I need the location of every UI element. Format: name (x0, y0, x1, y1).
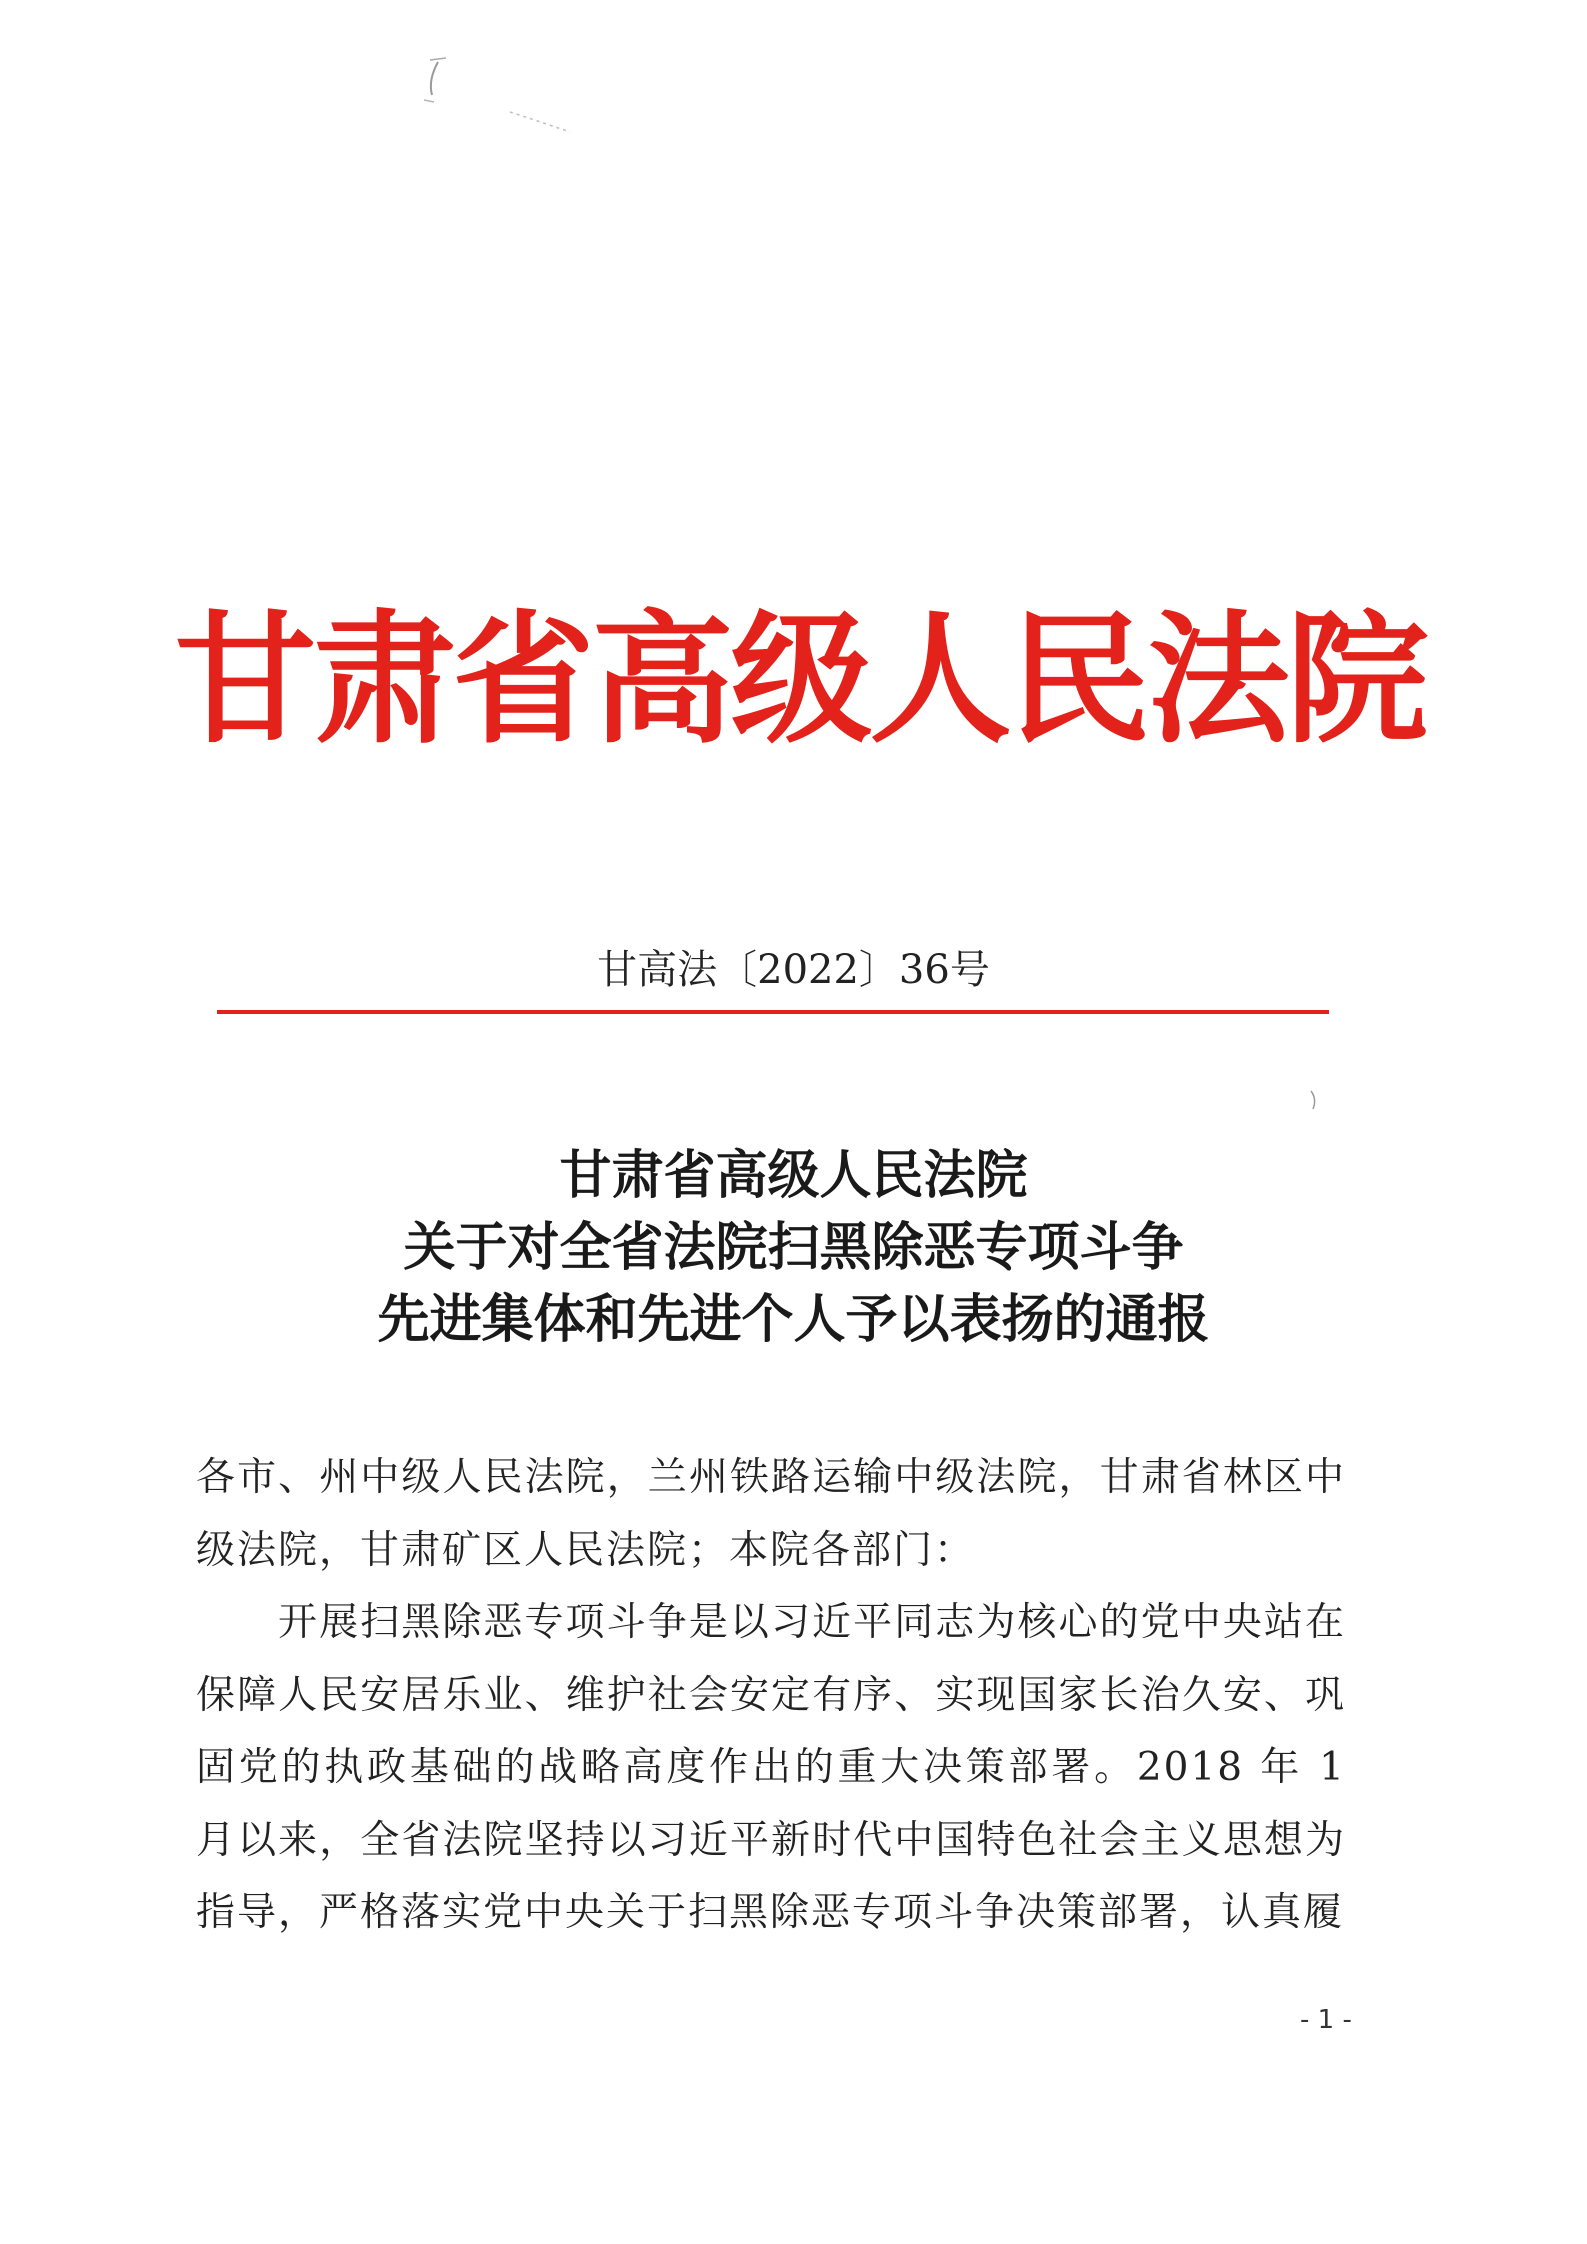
page-number: - 1 - (1300, 2005, 1352, 2035)
title-line-2: 关于对全省法院扫黑除恶专项斗争 (403, 1217, 1184, 1278)
scan-mark-top (420, 50, 600, 140)
document-body (196, 1442, 1346, 1950)
issuer-masthead: 甘肃省高级人民法院 (174, 597, 1426, 763)
addressees: 各市、州中级人民法院，兰州铁路运输中级法院，甘肃省林区中级法院，甘肃矿区人民法院；本院各部门： (196, 1455, 1346, 1573)
title-line-3: 先进集体和先进个人予以表扬的通报 (377, 1289, 1210, 1350)
red-divider-line (217, 1010, 1329, 1014)
document-title (180, 1140, 1407, 1356)
title-line-1: 甘肃省高级人民法院 (559, 1145, 1028, 1206)
scan-mark-right (1305, 1085, 1325, 1115)
document-number: 甘高法〔2022〕36号 (597, 947, 990, 993)
body-paragraph: 开展扫黑除恶专项斗争是以习近平同志为核心的党中央站在保障人民安居乐业、维护社会安定有序、实现国家长治久安、巩固党的执政基础的战略高度作出的重大决策部署。2018 年 1 月以来，全省法院坚持以习近平新时代中国特色社会主义思想为指导，严格落实党中央关于扫黑除恶专项斗争决策部署，认真履 (196, 1600, 1346, 1935)
